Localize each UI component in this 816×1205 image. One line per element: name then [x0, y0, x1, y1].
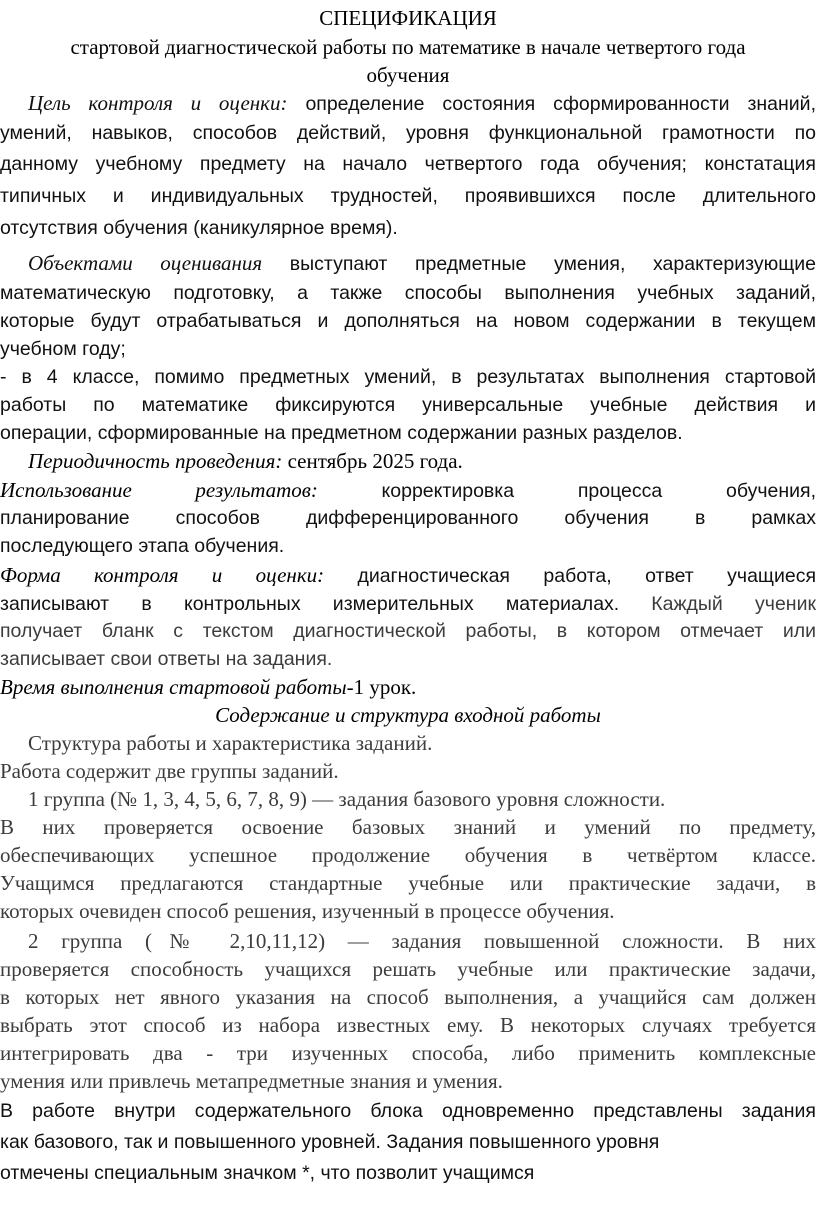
- structure-line-1: Структура работы и характеристика заданий.: [28, 731, 433, 755]
- periodicity-value: сентябрь 2025 года.: [287, 449, 463, 473]
- objects-line-7: операции, сформированные на предметном содержании разных разделов.: [0, 422, 683, 444]
- usage-line-2: планирование способов дифференцированного обучения в рамках: [0, 507, 816, 529]
- periodicity-label: Периодичность проведения:: [28, 449, 283, 473]
- subtitle-line-1: стартовой диагностической работы по математике в начале четвертого года: [70, 35, 746, 59]
- usage-label: Использование результатов:: [0, 478, 318, 502]
- form-line-3: получает бланк с текстом диагностической работы, в котором отмечает или: [0, 620, 816, 642]
- usage-text-1: корректировка процесса обучения,: [381, 480, 816, 502]
- goal-label: Цель контроля и оценки:: [28, 91, 288, 115]
- form-text-2: записывают в контрольных измерительных материалах.: [0, 593, 620, 615]
- form-line-1: [0, 561, 816, 590]
- subtitle-line-2: обучения: [366, 63, 450, 87]
- objects-label: Объектами оценивания: [28, 251, 263, 275]
- objects-line-5: - в 4 классе, помимо предметных умений, в результатах выполнения стартовой: [0, 366, 816, 388]
- objects-line-2: математическую подготовку, а также способы выполнения учебных заданий,: [0, 282, 816, 304]
- usage-line-1: [0, 476, 816, 505]
- objects-line-1: [0, 249, 816, 278]
- objects-line-6: работы по математике фиксируются универсальные учебные действия и: [0, 394, 816, 416]
- structure-line-2: Работа содержит две группы заданий.: [0, 759, 339, 783]
- content-heading: Содержание и структура входной работы: [215, 703, 601, 727]
- goal-line-3: данному учебному предмету на начало четвертого года обучения; констатация: [0, 153, 816, 175]
- form-text-2b: Каждый ученик: [651, 593, 816, 615]
- time-line: [0, 673, 816, 701]
- goal-line-2: умений, навыков, способов действий, уровня функциональной грамотности по: [0, 122, 816, 144]
- form-line-4: записывает свои ответы на задания.: [0, 648, 333, 670]
- group1-line-5: которых очевиден способ решения, изученный в процессе обучения.: [0, 899, 615, 923]
- goal-line-4: типичных и индивидуальных трудностей, проявившихся после длительного: [0, 185, 816, 207]
- goal-text-1: определение состояния сформированности знаний,: [305, 93, 816, 115]
- objects-line-3: которые будут отрабатываться и дополняться на новом содержании в текущем: [0, 310, 816, 332]
- group2-line-3: в которых нет явного указания на способ выполнения, а учащийся сам должен: [0, 985, 816, 1009]
- form-label: Форма контроля и оценки:: [0, 563, 325, 587]
- group2-line-2: проверяется способность учащихся решать учебные или практические задачи,: [0, 957, 816, 981]
- form-text-1: диагностическая работа, ответ учащиеся: [357, 565, 816, 587]
- form-line-2: [0, 589, 816, 618]
- group1-line-1: 1 группа (№ 1, 3, 4, 5, 6, 7, 8, 9) — задания базового уровня сложности.: [28, 787, 666, 811]
- final-line-1: В работе внутри содержательного блока одновременно представлены задания: [0, 1100, 816, 1122]
- group2-line-6: умения или привлечь метапредметные знания и умения.: [0, 1069, 503, 1093]
- group2-line-1: 2 группа (№ 2,10,11,12) — задания повышенной сложности. В них: [28, 929, 816, 953]
- group1-line-4: Учащимся предлагаются стандартные учебные или практические задачи, в: [0, 871, 816, 895]
- periodicity-line: [0, 447, 816, 475]
- group1-line-2: В них проверяется освоение базовых знаний и умений по предмету,: [0, 815, 816, 839]
- time-value: -1 урок.: [346, 675, 417, 699]
- time-label: Время выполнения стартовой работы: [0, 675, 347, 699]
- group2-line-5: интегрировать два - три изученных способа, либо применить комплексные: [0, 1041, 816, 1065]
- usage-line-3: последующего этапа обучения.: [0, 535, 285, 557]
- final-line-3: отмечены специальным значком *, что позволит учащимся: [0, 1162, 535, 1184]
- final-line-2: как базового, так и повышенного уровней. Задания повышенного уровня: [0, 1131, 660, 1153]
- group2-line-4: выбрать этот способ из набора известных ему. В некоторых случаях требуется: [0, 1013, 816, 1037]
- objects-line-4: учебном году;: [0, 338, 126, 360]
- goal-line-5: отсутствия обучения (каникулярное время).: [0, 217, 398, 239]
- group1-line-3: обеспечивающих успешное продолжение обучения в четвёртом классе.: [0, 843, 816, 867]
- objects-text-1: выступают предметные умения, характеризующие: [289, 253, 816, 275]
- goal-line-1: [0, 89, 816, 118]
- page-title: СПЕЦИФИКАЦИЯ: [319, 6, 497, 30]
